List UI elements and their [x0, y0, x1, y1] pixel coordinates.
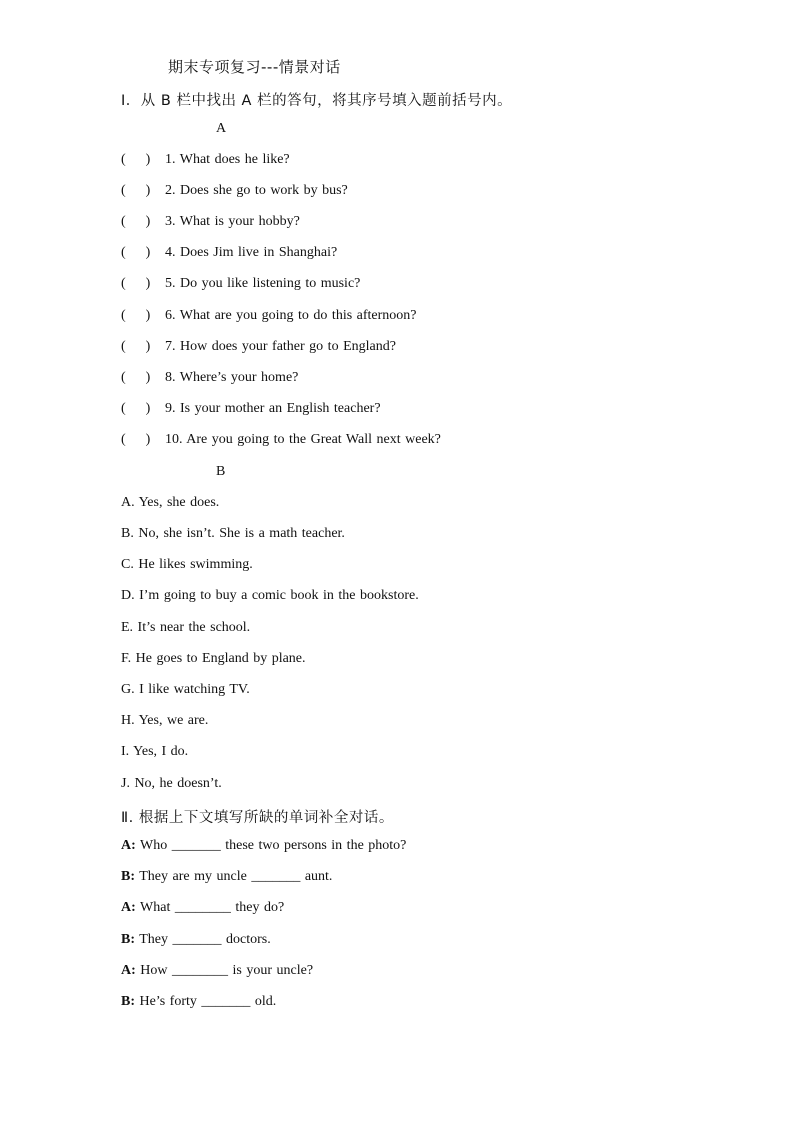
question-text: 8. Where’s your home? [165, 370, 299, 385]
section-2-heading: Ⅱ. 根据上下文填写所缺的单词补全对话。 [121, 810, 394, 826]
paren-close: ) [145, 401, 151, 416]
answer-blank[interactable] [121, 276, 165, 292]
dialogue-text[interactable]: He’s forty _______ old. [139, 994, 277, 1009]
section-1-heading: Ⅰ．从 B 栏中找出 A 栏的答句，将其序号填入题前括号内。 [121, 93, 513, 109]
question-text: 1. What does he like? [165, 152, 290, 167]
paren-close: ) [145, 183, 151, 198]
paren-open: ( [121, 339, 126, 354]
paren-open: ( [121, 214, 126, 229]
paren-open: ( [121, 245, 126, 260]
paren-close: ) [145, 214, 151, 229]
speaker-label: B: [121, 994, 135, 1009]
speaker-label: B: [121, 869, 135, 884]
answer-option: J. No, he doesn’t. [121, 776, 222, 791]
answer-blank[interactable] [121, 308, 165, 324]
paren-close: ) [145, 245, 151, 260]
dialogue-text[interactable]: How ________ is your uncle? [140, 963, 314, 978]
answer-blank[interactable] [121, 339, 165, 355]
answer-option: C. He likes swimming. [121, 557, 253, 572]
paren-close: ) [145, 370, 151, 385]
paren-open: ( [121, 276, 126, 291]
question-item [121, 183, 348, 199]
question-item [121, 152, 290, 168]
answer-blank[interactable] [121, 370, 165, 386]
speaker-label: A: [121, 900, 136, 915]
answer-blank[interactable] [121, 214, 165, 230]
dialogue-line [121, 869, 332, 885]
answer-option: B. No, she isn’t. She is a math teacher. [121, 526, 345, 541]
answer-option: H. Yes, we are. [121, 713, 209, 728]
paren-open: ( [121, 308, 126, 323]
question-text: 2. Does she go to work by bus? [165, 183, 348, 198]
question-text: 4. Does Jim live in Shanghai? [165, 245, 338, 260]
question-text: 9. Is your mother an English teacher? [165, 401, 381, 416]
dialogue-line [121, 900, 284, 916]
paren-open: ( [121, 401, 126, 416]
question-item [121, 401, 381, 417]
paren-close: ) [145, 308, 151, 323]
question-item [121, 432, 441, 448]
dialogue-text[interactable]: They are my uncle _______ aunt. [139, 869, 333, 884]
speaker-label: A: [121, 963, 136, 978]
paren-open: ( [121, 432, 126, 447]
dialogue-line [121, 994, 276, 1010]
dialogue-text[interactable]: Who _______ these two persons in the photo? [140, 838, 407, 853]
question-item [121, 214, 300, 230]
dialogue-line [121, 963, 313, 979]
speaker-label: A: [121, 838, 136, 853]
paren-close: ) [145, 432, 151, 447]
answer-option: G. I like watching TV. [121, 682, 250, 697]
answer-option: A. Yes, she does. [121, 495, 220, 510]
dialogue-line [121, 932, 271, 948]
question-text: 10. Are you going to the Great Wall next week? [165, 432, 441, 447]
paren-close: ) [145, 339, 151, 354]
dialogue-line [121, 838, 406, 854]
question-text: 3. What is your hobby? [165, 214, 300, 229]
page-title: 期末专项复习---情景对话 [168, 58, 341, 76]
paren-open: ( [121, 370, 126, 385]
question-text: 6. What are you going to do this afternoon? [165, 308, 417, 323]
question-item [121, 370, 298, 386]
question-item [121, 339, 396, 355]
paren-close: ) [145, 152, 151, 167]
question-item [121, 245, 337, 261]
answer-blank[interactable] [121, 401, 165, 417]
answer-blank[interactable] [121, 183, 165, 199]
answer-blank[interactable] [121, 432, 165, 448]
paren-open: ( [121, 183, 126, 198]
answer-option: E. It’s near the school. [121, 620, 251, 635]
question-item [121, 308, 417, 324]
paren-close: ) [145, 276, 151, 291]
dialogue-text[interactable]: They _______ doctors. [139, 932, 271, 947]
question-item [121, 276, 360, 292]
question-text: 5. Do you like listening to music? [165, 276, 361, 291]
answer-blank[interactable] [121, 245, 165, 261]
speaker-label: B: [121, 932, 135, 947]
column-a-heading: A [216, 121, 227, 136]
answer-option: F. He goes to England by plane. [121, 651, 306, 666]
question-text: 7. How does your father go to England? [165, 339, 396, 354]
answer-option: D. I’m going to buy a comic book in the bookstore. [121, 588, 419, 603]
column-b-heading: B [216, 464, 226, 479]
answer-blank[interactable] [121, 152, 165, 168]
answer-option: I. Yes, I do. [121, 744, 189, 759]
dialogue-text[interactable]: What ________ they do? [140, 900, 285, 915]
paren-open: ( [121, 152, 126, 167]
